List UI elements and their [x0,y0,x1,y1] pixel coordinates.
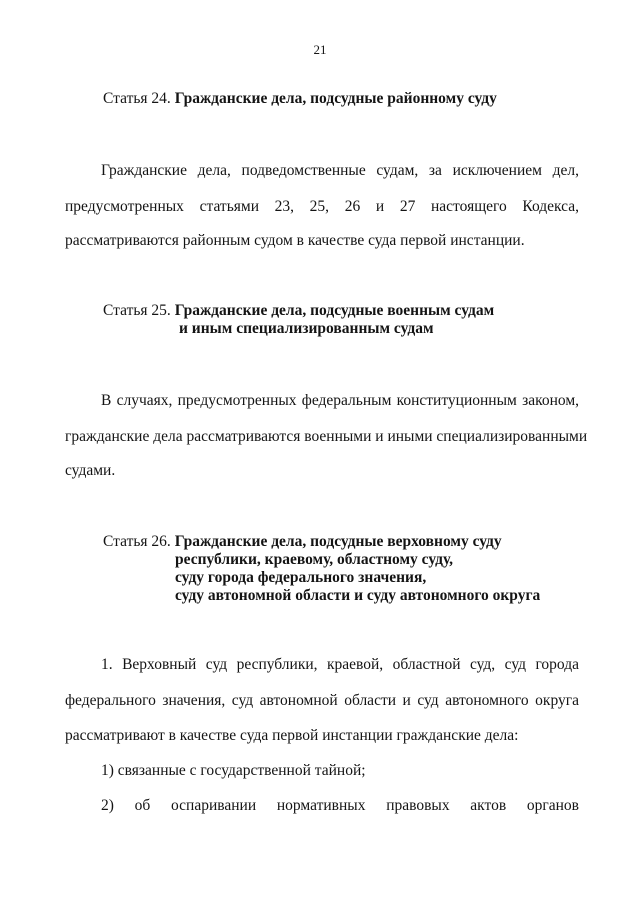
article-26-body-line-4: 1) связанные с государственной тайной; [101,762,366,779]
article-26-label: Статья 26. [103,533,171,550]
page-number: 21 [313,42,327,57]
article-24-heading [103,90,497,108]
article-24-label: Статья 24. [103,90,171,107]
article-24-body-line-2: предусмотренных статьями 23, 25, 26 и 27 настоящего Кодекса, [65,198,579,215]
article-24-body-line-1: Гражданские дела, подведомственные судам, за исключением дел, [101,162,579,179]
article-26-body-line-2: федерального значения, суд автономной области и суд автономного округа [65,692,579,709]
article-24-title-line-1: Гражданские дела, подсудные районному суду [174,90,497,107]
article-26-body-line-3: рассматривают в качестве суда первой инстанции гражданские дела: [65,727,519,744]
article-25-label: Статья 25. [103,302,171,319]
article-25-body-line-1: В случаях, предусмотренных федеральным конституционным законом, [101,392,579,409]
article-25-body-line-2: гражданские дела рассматриваются военными и иными специализированными [65,428,588,445]
article-26-title-line-2: республики, краевому, областному суду, [175,551,454,568]
article-25-heading [103,302,494,320]
article-26-title-line-1: Гражданские дела, подсудные верховному суду [174,533,502,550]
article-26-title-line-3: суду города федерального значения, [175,569,427,586]
article-25-title-line-2: и иным специализированным судам [179,320,434,337]
article-26-body-line-1: 1. Верховный суд республики, краевой, областной суд, суд города [101,656,579,673]
article-25-title-line-1: Гражданские дела, подсудные военным судам [174,302,495,319]
article-24-body-line-3: рассматриваются районным судом в качестве суда первой инстанции. [65,232,525,249]
article-25-body-line-3: судами. [65,462,116,479]
article-26-heading [103,533,502,551]
article-26-title-line-4: суду автономной области и суду автономного округа [175,587,541,604]
article-26-body-line-5: 2) об оспаривании нормативных правовых актов органов [101,797,579,814]
